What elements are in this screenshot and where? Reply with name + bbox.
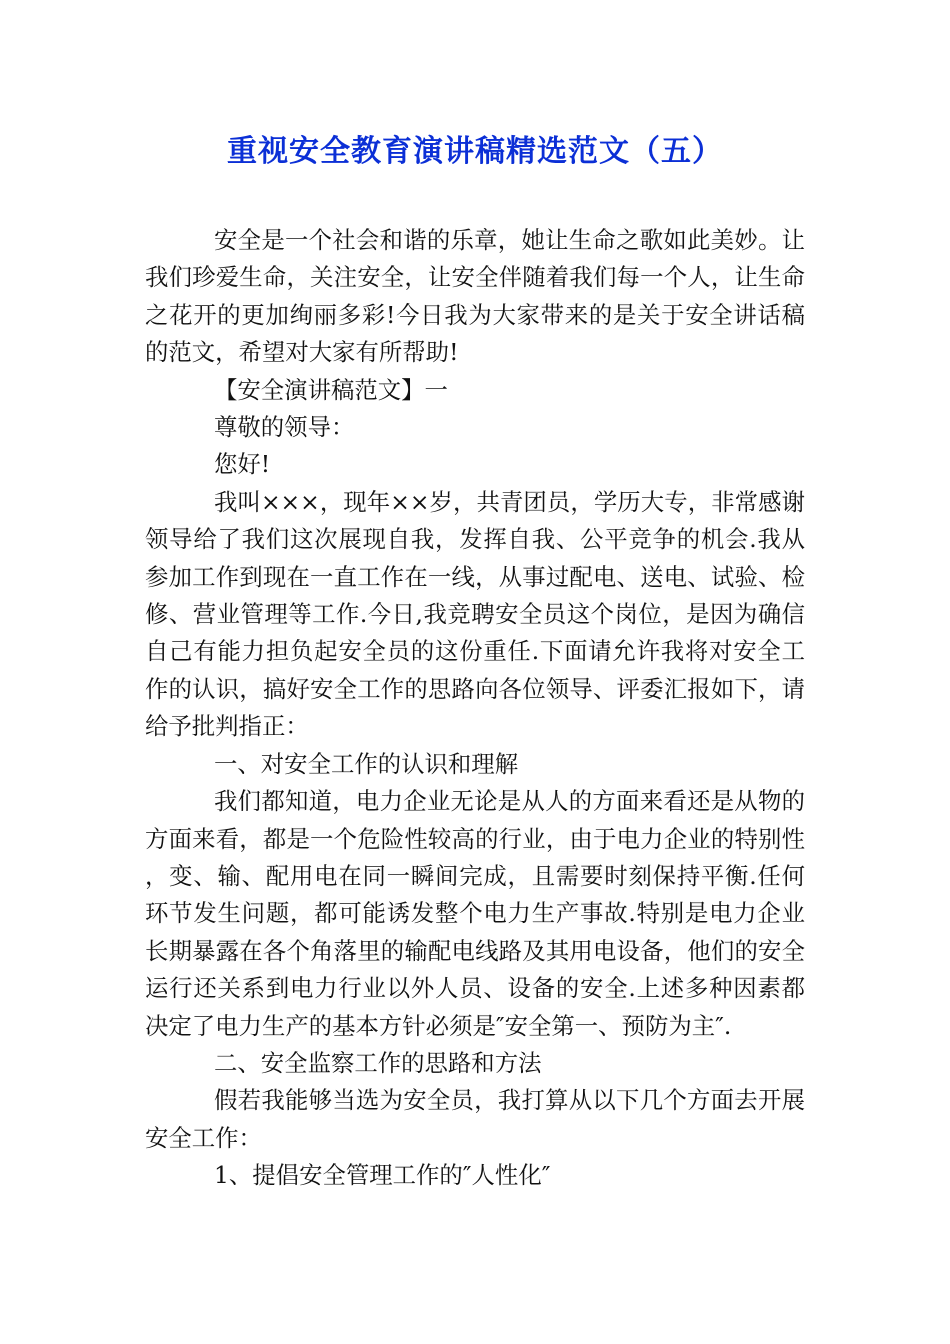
paragraph-heading-methods: 二、安全监察工作的思路和方法	[214, 1048, 542, 1077]
document-title: 重视安全教育演讲稿精选范文（五）	[227, 134, 723, 169]
paragraph-heading-understanding: 一、对安全工作的认识和理解	[214, 749, 519, 778]
paragraph-plan: 假若我能够当选为安全员，我打算从以下几个方面去开展安全工作：	[145, 1086, 805, 1152]
paragraph-intro: 安全是一个社会和谐的乐章，她让生命之歌如此美妙。让我们珍爱生命，关注安全，让安全伴随着我们每一个人，让生命之花开的更加绚丽多彩!今日我为大家带来的是关于安全讲话稿的范文，希望对大家有所帮助!	[145, 226, 805, 367]
paragraph-greeting: 您好!	[214, 450, 271, 479]
paragraph-industry-risk: 我们都知道，电力企业无论是从人的方面来看还是从物的方面来看，都是一个危险性较高的行业，由于电力企业的特别性，变、输、配用电在同一瞬间完成，且需要时刻保持平衡.任何环节发生问题，都可能诱发整个电力生产事故.特别是电力企业长期暴露在各个角落里的输配电线路及其用电设备，他们的安全运行还关系到电力行业以外人员、设备的安全.上述多种因素都决定了电力生产的基本方针必须是″安全第一、预防为主″.	[145, 787, 805, 1040]
paragraph-item-1: 1、提倡安全管理工作的″人性化″	[214, 1161, 551, 1190]
paragraph-salutation: 尊敬的领导：	[214, 413, 355, 442]
paragraph-section-heading: 【安全演讲稿范文】一	[214, 375, 448, 404]
paragraph-self-introduction: 我叫×××，现年××岁，共青团员，学历大专，非常感谢领导给了我们这次展现自我，发挥自我、公平竞争的机会.我从参加工作到现在一直工作在一线，从事过配电、送电、试验、检修、营业管理等工作.今日,我竞聘安全员这个岗位，是因为确信自己有能力担负起安全员的这份重任.下面请允许我将对安全工作的认识，搞好安全工作的思路向各位领导、评委汇报如下，请给予批判指正：	[145, 487, 805, 741]
document-body	[145, 222, 805, 1195]
